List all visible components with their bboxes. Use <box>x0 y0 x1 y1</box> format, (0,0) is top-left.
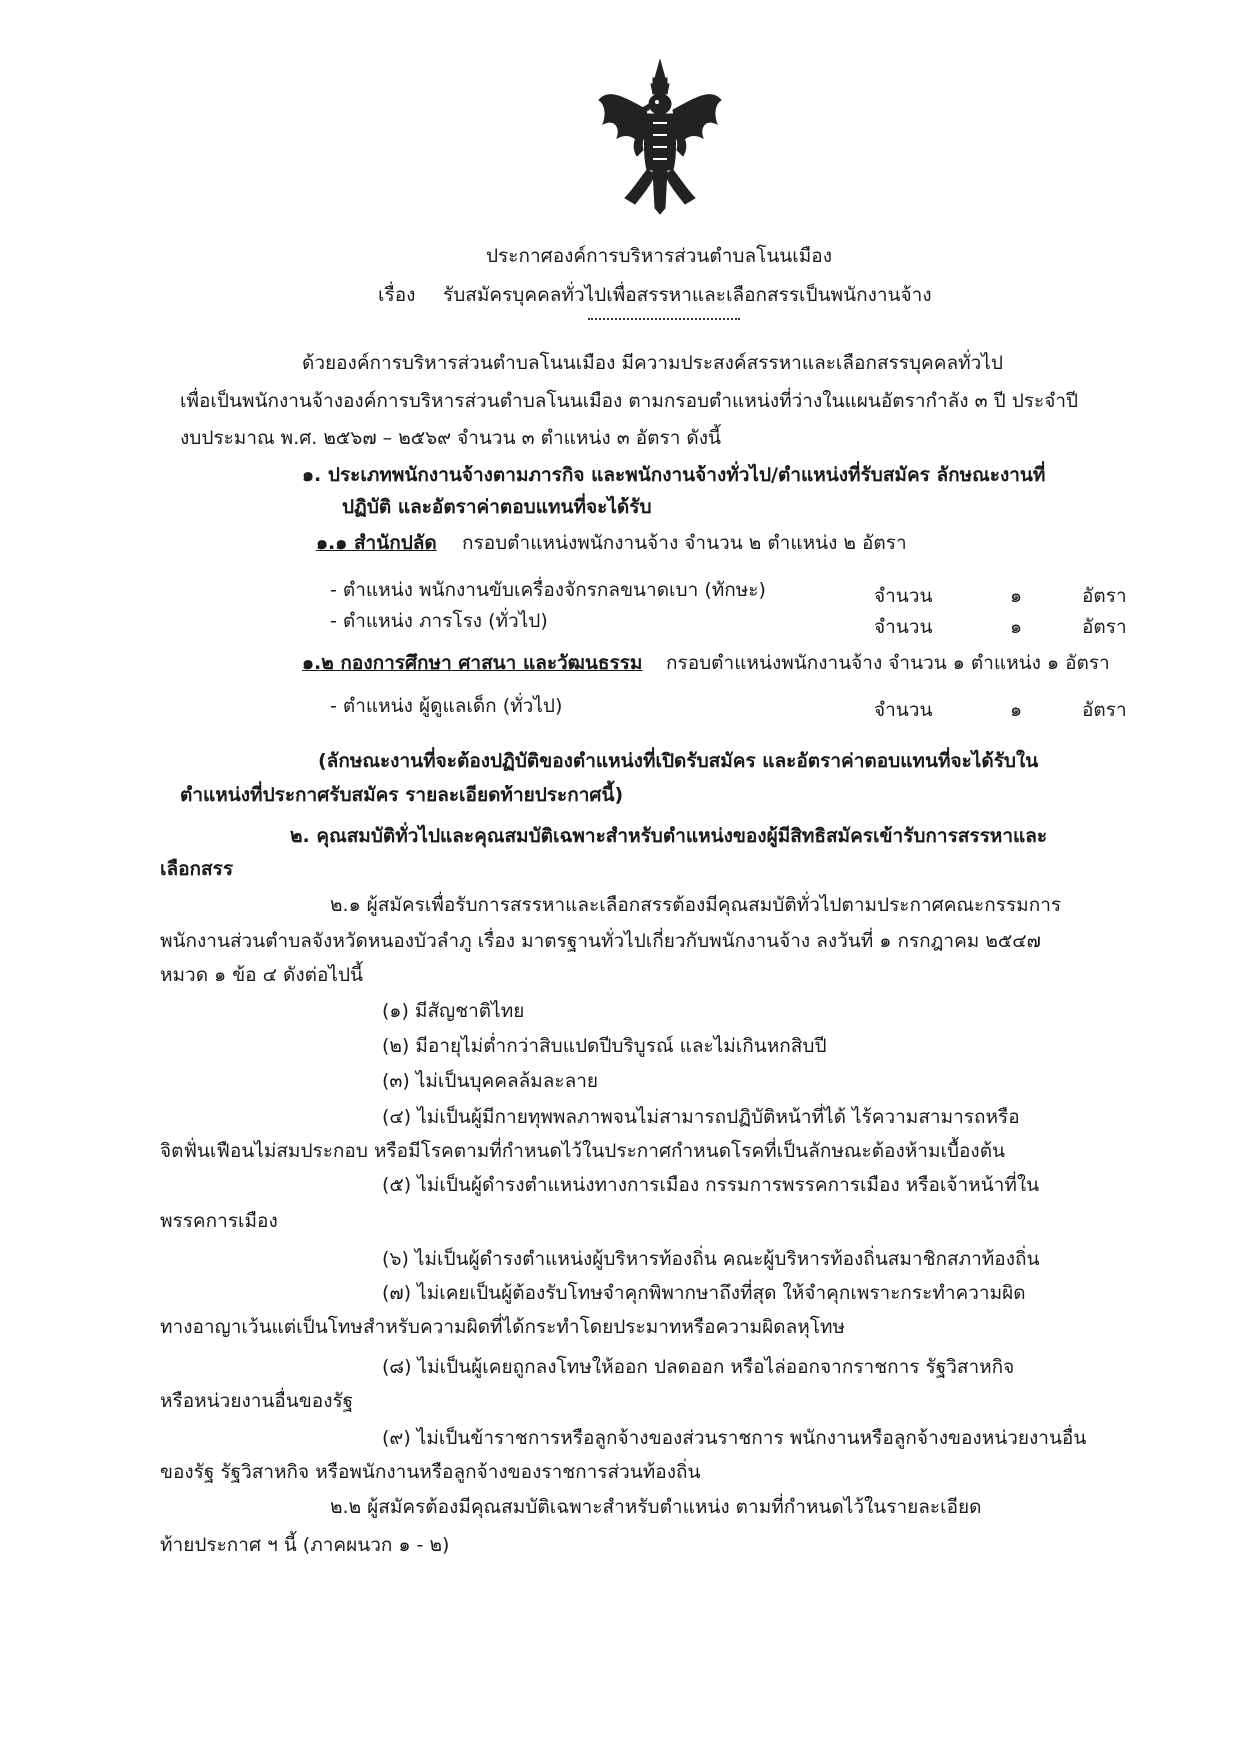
qualification-item-cont: ของรัฐ รัฐวิสาหกิจ หรือพนักงานหรือลูกจ้างของราชการส่วนท้องถิ่น <box>160 1461 701 1483</box>
sub-1-2-quota: กรอบตำแหน่งพนักงานจ้าง จำนวน ๑ ตำแหน่ง ๑ อัตรา <box>666 652 1110 674</box>
section-1-note-cont: ตำแหน่งที่ประกาศรับสมัคร รายละเอียดท้ายประกาศนี้) <box>180 784 624 806</box>
intro-line-2: เพื่อเป็นพนักงานจ้างองค์การบริหารส่วนตำบลโนนเมือง ตามกรอบตำแหน่งที่ว่างในแผนอัตรากำลัง ๓ ปี ประจำปี <box>180 390 1079 412</box>
section-2-heading: ๒. คุณสมบัติทั่วไปและคุณสมบัติเฉพาะสำหรับตำแหน่งของผู้มีสิทธิสมัครเข้ารับการสรรหาและ <box>290 825 1048 847</box>
position-row-amount-label: จำนวน <box>874 585 933 607</box>
qualification-item: (๖) ไม่เป็นผู้ดำรงตำแหน่งผู้บริหารท้องถิ่น คณะผู้บริหารท้องถิ่นสมาชิกสภาท้องถิ่น <box>382 1248 1040 1270</box>
section-2-heading-cont: เลือกสรร <box>160 858 234 880</box>
sub-1-2-name: ๑.๒ กองการศึกษา ศาสนา และวัฒนธรรม <box>302 652 643 674</box>
intro-line-1: ด้วยองค์การบริหารส่วนตำบลโนนเมือง มีความประสงค์สรรหาและเลือกสรรบุคคลทั่วไป <box>302 352 1003 374</box>
sub-1-1-name: ๑.๑ สำนักปลัด <box>316 532 437 554</box>
clause-2-2: ๒.๒ ผู้สมัครต้องมีคุณสมบัติเฉพาะสำหรับตำแหน่ง ตามที่กำหนดไว้ในรายละเอียด <box>330 1496 982 1518</box>
position-row-unit: อัตรา <box>1082 585 1127 607</box>
qualification-item-cont: พรรคการเมือง <box>160 1210 278 1232</box>
qualification-item: (๓) ไม่เป็นบุคคลล้มละลาย <box>382 1070 599 1092</box>
qualification-item: (๕) ไม่เป็นผู้ดำรงตำแหน่งทางการเมือง กรรมการพรรคการเมือง หรือเจ้าหน้าที่ใน <box>382 1174 1040 1196</box>
qualification-item: (๒) มีอายุไม่ต่ำกว่าสิบแปดปีบริบูรณ์ และไม่เกินหกสิบปี <box>382 1035 827 1057</box>
qualification-item-cont: ทางอาญาเว้นแต่เป็นโทษสำหรับความผิดที่ได้กระทำโดยประมาทหรือความผิดลหุโทษ <box>160 1316 846 1338</box>
position-row-label: - ตำแหน่ง ภารโรง (ทั่วไป) <box>330 610 548 632</box>
intro-line-3: งบประมาณ พ.ศ. ๒๕๖๗ – ๒๕๖๙ จำนวน ๓ ตำแหน่ง ๓ อัตรา ดังนี้ <box>180 427 722 449</box>
position-row-unit: อัตรา <box>1082 616 1127 638</box>
sub-1-1-quota: กรอบตำแหน่งพนักงานจ้าง จำนวน ๒ ตำแหน่ง ๒ อัตรา <box>462 532 907 554</box>
position-row-unit: อัตรา <box>1082 699 1127 721</box>
position-row-count: ๑ <box>1010 585 1023 607</box>
qualification-item: (๗) ไม่เคยเป็นผู้ต้องรับโทษจำคุกพิพากษาถึงที่สุด ให้จำคุกเพราะกระทำความผิด <box>382 1282 1026 1304</box>
qualification-item: (๑) มีสัญชาติไทย <box>382 1000 525 1022</box>
position-row-label: - ตำแหน่ง ผู้ดูแลเด็ก (ทั่วไป) <box>330 695 563 717</box>
position-row-label: - ตำแหน่ง พนักงานขับเครื่องจักรกลขนาดเบา (ทักษะ) <box>330 579 766 601</box>
position-row-amount-label: จำนวน <box>874 699 933 721</box>
qualification-item: (๙) ไม่เป็นข้าราชการหรือลูกจ้างของส่วนราชการ พนักงานหรือลูกจ้างของหน่วยงานอื่น <box>382 1427 1087 1449</box>
clause-2-1-cont: พนักงานส่วนตำบลจังหวัดหนองบัวลำภู เรื่อง มาตรฐานทั่วไปเกี่ยวกับพนักงานจ้าง ลงวันที่ ๑ กรกฎาคม ๒๕๔๗ <box>160 930 1041 952</box>
clause-2-2-cont: ท้ายประกาศ ฯ นี้ (ภาคผนวก ๑ - ๒) <box>160 1534 450 1556</box>
qualification-item: (๔) ไม่เป็นผู้มีกายทุพพลภาพจนไม่สามารถปฏิบัติหน้าที่ได้ ไร้ความสามารถหรือ <box>382 1106 1020 1128</box>
clause-2-1-cont: หมวด ๑ ข้อ ๔ ดังต่อไปนี้ <box>160 964 364 986</box>
qualification-item: (๘) ไม่เป็นผู้เคยถูกลงโทษให้ออก ปลดออก หรือไล่ออกจากราชการ รัฐวิสาหกิจ <box>382 1356 1015 1378</box>
clause-2-1: ๒.๑ ผู้สมัครเพื่อรับการสรรหาและเลือกสรรต้องมีคุณสมบัติทั่วไปตามประกาศคณะกรรมการ <box>330 894 1062 916</box>
header-separator <box>588 318 740 320</box>
position-row-amount-label: จำนวน <box>874 616 933 638</box>
section-1-note: (ลักษณะงานที่จะต้องปฏิบัติของตำแหน่งที่เปิดรับสมัคร และอัตราค่าตอบแทนที่จะได้รับใน <box>318 750 1039 772</box>
announcement-subject: รับสมัครบุคคลทั่วไปเพื่อสรรหาและเลือกสรรเป็นพนักงานจ้าง <box>443 284 932 306</box>
section-1-heading: ๑. ประเภทพนักงานจ้างตามภารกิจ และพนักงานจ้างทั่วไป/ตำแหน่งที่รับสมัคร ลักษณะงานที่ <box>302 464 1046 486</box>
subject-label: เรื่อง <box>378 284 416 306</box>
garuda-emblem-icon <box>595 58 725 216</box>
position-row-count: ๑ <box>1010 699 1023 721</box>
qualification-item-cont: จิตฟั่นเฟือนไม่สมประกอบ หรือมีโรคตามที่กำหนดไว้ในประกาศกำหนดโรคที่เป็นลักษณะต้องห้ามเบื้องต้น <box>160 1140 1006 1162</box>
announcement-title: ประกาศองค์การบริหารส่วนตำบลโนนเมือง <box>486 245 832 267</box>
section-1-heading-cont: ปฏิบัติ และอัตราค่าตอบแทนที่จะได้รับ <box>342 496 652 518</box>
qualification-item-cont: หรือหน่วยงานอื่นของรัฐ <box>160 1390 354 1412</box>
position-row-count: ๑ <box>1010 616 1023 638</box>
